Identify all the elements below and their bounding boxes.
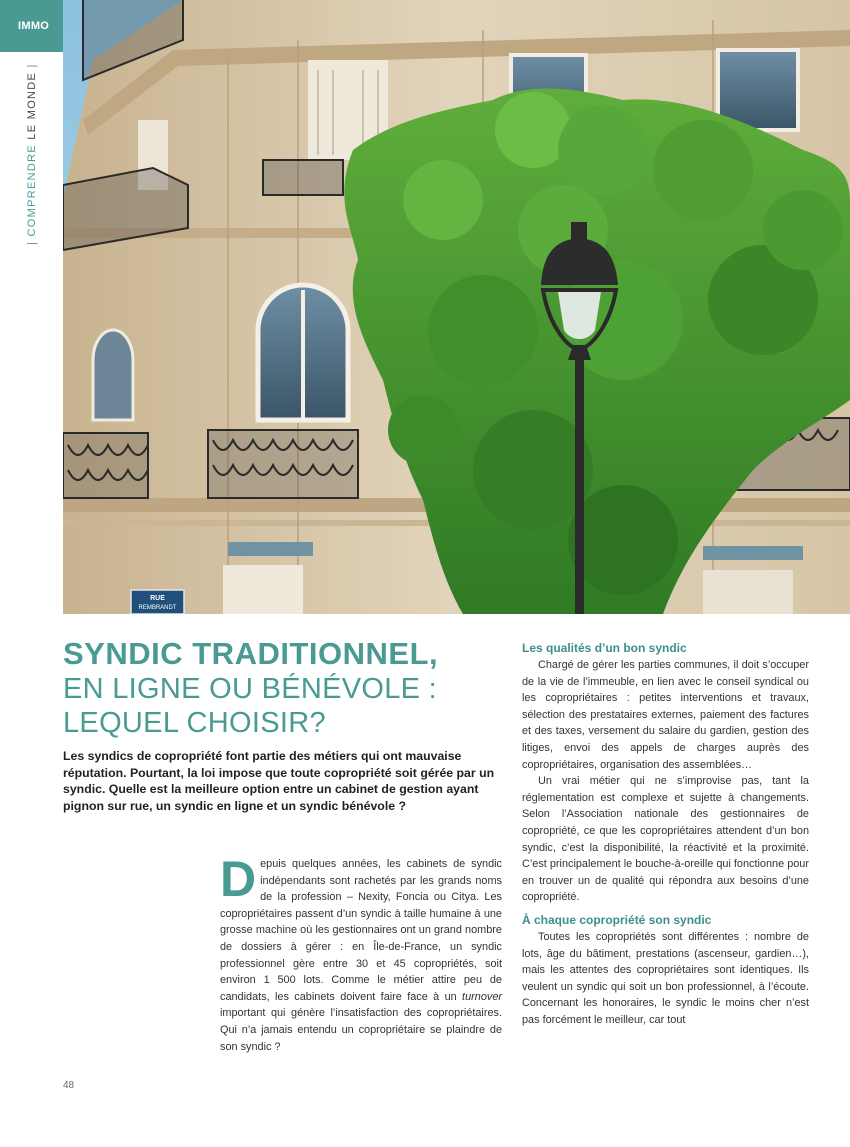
title-line-2: EN LIGNE OU BÉNÉVOLE : xyxy=(63,673,438,705)
title-line-3: LEQUEL CHOISIR? xyxy=(63,707,326,739)
drop-cap: D xyxy=(220,851,257,907)
section-heading: À chaque copropriété son syndic xyxy=(522,912,712,927)
right-column xyxy=(522,640,809,1028)
street-sign xyxy=(131,590,184,614)
window xyxy=(703,570,793,614)
body-paragraph: Chargé de gérer les parties communes, il doit s’occuper de la vie de l’immeuble, en lien avec le conseil syndical ou les copropriétaires : petites interventions et travaux, sélection des prestataires externes, paiement des factures et des taxes, versement du salaire du gardien, gestion des litiges, envoi des appels de charges auprès des copropriétaires, organisation des assemblées… xyxy=(522,659,809,771)
intro-paragraph: Depuis quelques années, les cabinets de syndic indépendants sont rachetés par les grands noms de la profession – Nexity, Foncia ou Citya. Les copropriétaires passent d’un syndic à taille humaine à une grosse machine où les gestionnaires ont un grand nombre de dossiers à gérer : en Île-de-France, un syndic professionnel gère entre 30 et 45 copropriétés, soit environ 1 500 lots. Comme le métier attire peu de candidats, les cabinets doivent faire face à un turnover important qui génère l’insatisfaction des copropriétaires. Qui n’a jamais entendu un copropriétaire se plaindre de son syndic ? xyxy=(220,851,502,1053)
arched-window xyxy=(93,330,133,420)
window xyxy=(223,565,303,614)
section-tag: IMMO xyxy=(0,0,63,52)
article-lede: Les syndics de copropriété font partie des métiers qui ont mauvaise réputation. Pourtant, la loi impose que toute copropriété soit gérée par un syndic. Quelle est la meilleure option entre un cabinet de gestion ayant pignon sur rue, un syndic en ligne et un syndic bénévole ? xyxy=(63,749,495,813)
rubric-label: | COMPRENDRE LE MONDE | xyxy=(26,63,38,245)
body-paragraph: Un vrai métier qui ne s’improvise pas, tant la réglementation est complexe et sujette à changements. Selon l’Association nationale des gestionnaires de copropriété, ce que les copropriétaires attendent d’un bon syndic, c’est la disponibilité, la réactivité et la proximité. C’est principalement le bouche-à-oreille qui fonctionne pour en trouver un de qualité qui répondra aux besoins d’une copropriété. xyxy=(522,775,809,904)
svg-text:RUE: RUE xyxy=(150,595,165,602)
section-heading: Les qualités d’un bon syndic xyxy=(522,641,687,655)
title-line-1: SYNDIC TRADITIONNEL, xyxy=(63,636,439,671)
page-number: 48 xyxy=(63,1080,75,1091)
svg-text:REMBRANDT: REMBRANDT xyxy=(138,605,177,611)
building-photo xyxy=(63,0,850,614)
article-title xyxy=(63,636,503,740)
body-paragraph: Toutes les copropriétés sont différentes : nombre de lots, âge du bâtiment, prestations (ascenseur, gardien…), mais les attentes des copropriétaires sont identiques. Ils veulent un syndic qui soit un bon professionnel, à l’écoute. Concernant les honoraires, le syndic le moins cher n’est pas forcément le meilleur, car tout xyxy=(522,930,809,1026)
